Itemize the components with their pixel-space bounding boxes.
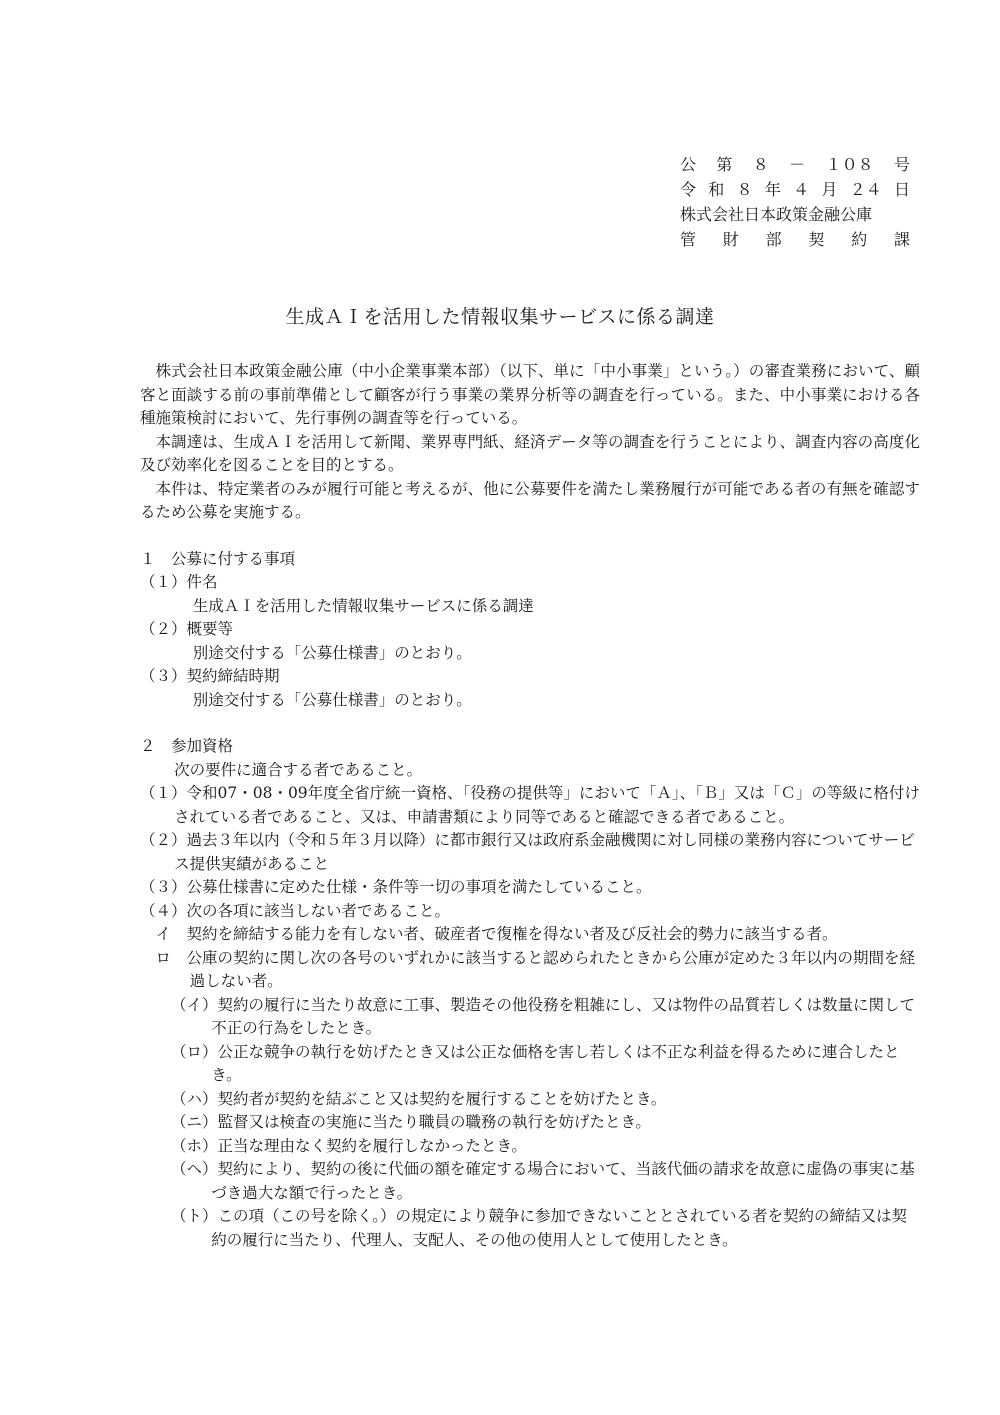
- section-2-item: （４）次の各項に該当しない者であること。: [140, 901, 451, 920]
- section-2-subitem-ro: ロ 公庫の契約に関し次の各号のいずれかに該当すると認められたときから公庫が定めた３年以内の期間を経過しない者。: [155, 948, 916, 990]
- document-department-char: 管: [680, 230, 697, 249]
- section-2-item: （２）過去３年以内（令和５年３月以降）に都市銀行又は政府系金融機関に対し同様の業務内容についてサービス提供実績があること: [140, 831, 915, 873]
- document-number: [680, 152, 910, 177]
- document-date-char: 和: [708, 180, 725, 199]
- document-date-char: 年: [764, 180, 781, 199]
- intro-paragraph: 株式会社日本政策金融公庫（中小企業事業本部）（以下、単に「中小事業」という。）の審査業務において、顧客と面談する前の事前準備として顧客が行う事業の業界分析等の調査を行っている。また、中小事業における各種施策検討において、先行事例の調査等を行っている。: [140, 362, 920, 427]
- document-date-char: ８: [736, 180, 753, 199]
- document-date-char: ４: [793, 180, 810, 199]
- document-number-char: １０８: [825, 155, 874, 174]
- section-2-subitem: （ヘ）契約により、契約の後に代価の額を確定する場合において、当該代価の請求を故意に虚偽の事実に基づき過大な額で行ったとき。: [171, 1160, 915, 1202]
- section-2-lead: 次の要件に適合する者であること。: [174, 760, 423, 779]
- section-2-subitem: （ニ）監督又は検査の実施に当たり職員の職務の執行を妨げたとき。: [171, 1113, 651, 1131]
- intro-paragraph: 本調達は、生成ＡＩを活用して新聞、業界専門紙、経済データ等の調査を行うことにより、調査内容の高度化及び効率化を図ることを目的とする。: [140, 432, 920, 474]
- document-number-char: ８: [752, 155, 769, 174]
- section-2-subitem-i: イ 契約を締結する能力を有しない者、破産者で復権を得ない者及び反社会的勢力に該当する者。: [155, 925, 838, 943]
- intro-paragraph: 本件は、特定業者のみが履行可能と考えるが、他に公募要件を満たし業務履行が可能である者の有無を確認するため公募を実施する。: [140, 479, 920, 521]
- section-1-item-text: 生成ＡＩを活用した情報収集サービスに係る調達: [192, 596, 534, 615]
- document-body: [140, 360, 920, 1252]
- document-date: [680, 177, 910, 202]
- section-2-subitem: （ハ）契約者が契約を結ぶこと又は契約を履行することを妨げたとき。: [171, 1089, 667, 1108]
- document-header: [680, 152, 910, 252]
- section-2-subitem: （ホ）正当な理由なく契約を履行しなかったとき。: [171, 1136, 527, 1155]
- document-number-char: 第: [716, 155, 733, 174]
- document-department-char: 契: [808, 230, 825, 249]
- document-date-char: 令: [680, 180, 697, 199]
- document-department-char: 約: [851, 230, 868, 249]
- document-department-char: 部: [765, 230, 782, 249]
- section-1-item-label: （１）件名: [140, 573, 218, 591]
- document-date-char: ２４: [849, 180, 882, 199]
- section-2-item: （１）令和07・08・09年度全省庁統一資格、「役務の提供等」において「Ａ」、「Ｂ」又は「Ｃ」の等級に格付けされている者であること、又は、申請書類により同等であると確認できる者であること。: [140, 784, 920, 826]
- document-date-char: 日: [893, 180, 910, 199]
- section-2-heading: ２ 参加資格: [140, 737, 234, 755]
- document-department-char: 課: [893, 230, 910, 249]
- document-department-char: 財: [722, 230, 739, 249]
- section-2-subitem: （イ）契約の履行に当たり故意に工事、製造その他役務を粗雑にし、又は物件の品質若しくは数量に関して不正の行為をしたとき。: [171, 995, 916, 1037]
- document-date-char: 月: [821, 180, 838, 199]
- section-2-item: （３）公募仕様書に定めた仕様・条件等一切の事項を満たしていること。: [140, 878, 652, 896]
- section-1-item-label: （２）概要等: [140, 620, 234, 638]
- document-title: 生成ＡＩを活用した情報収集サービスに係る調達: [285, 306, 715, 328]
- document-number-char: 公: [680, 155, 697, 174]
- section-1-heading: １ 公募に付する事項: [140, 549, 296, 568]
- document-number-char: 号: [893, 155, 910, 174]
- document-organization: 株式会社日本政策金融公庫: [680, 205, 873, 224]
- section-1-item-text: 別途交付する「公募仕様書」のとおり。: [192, 690, 472, 709]
- section-1-item-text: 別途交付する「公募仕様書」のとおり。: [192, 643, 472, 662]
- section-2-subitem: （ロ）公正な競争の執行を妨げたとき又は公正な価格を害し若しくは不正な利益を得るために連合したとき。: [171, 1042, 900, 1084]
- section-2-subitem: （ト）この項（この号を除く。）の規定により競争に参加できないこととされている者を契約の締結又は契約の履行に当たり、代理人、支配人、その他の使用人として使用したとき。: [171, 1207, 907, 1249]
- document-department: [680, 227, 910, 252]
- section-1-item-label: （３）契約締結時期: [140, 667, 280, 685]
- document-number-char: －: [789, 155, 806, 174]
